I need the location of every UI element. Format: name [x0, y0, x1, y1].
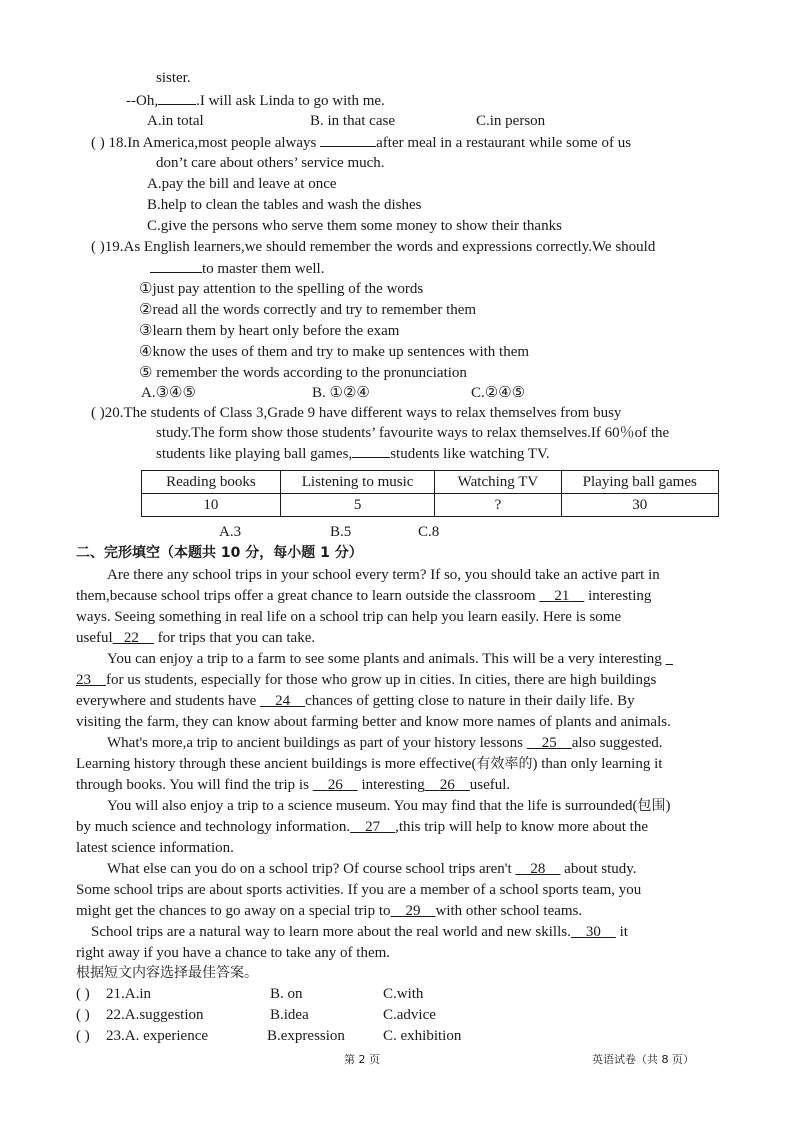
passage-line: [91, 922, 628, 942]
blank-27: [350, 819, 395, 835]
table-header-row: [142, 471, 719, 494]
q20-stem-line-2: study.The form show those students’ favourite ways to relax themselves.If 60％of the: [156, 425, 670, 441]
passage-text: by much science and technology information.: [76, 819, 351, 835]
blank-underline: [666, 651, 674, 667]
q20-stem-line-3: [156, 443, 550, 464]
q19-item-1: ①just pay attention to the spelling of the words: [139, 281, 424, 297]
q19-stem-start: 19.As English learners,we should remember the words and expressions correctly.We should: [104, 239, 656, 255]
passage-line: [107, 733, 663, 753]
q17-stem-continuation: sister.: [156, 70, 191, 86]
blank-26-first: [313, 777, 358, 793]
q19-option-a: A.③④⑤: [141, 385, 196, 401]
passage-text: ): [665, 798, 671, 814]
passage-line: [107, 649, 673, 669]
q19-stem-continuation: [150, 258, 324, 279]
passage-text: might get the chances to go away on a special trip to: [76, 903, 391, 919]
passage-text: for us students, especially for those who grow up in cities. In cities, there are high buildings: [106, 672, 657, 688]
blank-number: 28: [530, 861, 546, 877]
q19-blank: [150, 258, 202, 273]
passage-line: visiting the farm, they can know about farming better and know more names of plants and animals.: [76, 714, 671, 730]
q18-option-c: C.give the persons who serve them some money to show their thanks: [147, 218, 562, 234]
q20-option-a: A.3: [219, 524, 242, 540]
chinese-gloss: 包围: [637, 798, 666, 814]
answer-option-a: 21.A.in: [106, 986, 151, 1002]
q20-option-c: C.8: [418, 524, 440, 540]
table-cell: 5: [280, 494, 435, 517]
blank-25: [527, 735, 572, 751]
blank-23: [76, 672, 106, 688]
page-total: 英语试卷（共 8 页）: [592, 1053, 694, 1066]
passage-line: [76, 754, 662, 774]
answer-21-row: [76, 984, 151, 1004]
q20-blank: [352, 443, 390, 458]
passage-text: for trips that you can take.: [157, 630, 316, 646]
q18-stem-end: after meal in a restaurant while some of us: [376, 135, 632, 151]
blank-number: 21: [554, 588, 570, 604]
table-cell: ?: [435, 494, 561, 517]
passage-line: Some school trips are about sports activities. If you are a member of a school sports team, you: [76, 882, 642, 898]
q17-reply: [126, 90, 385, 111]
blank-number: 27: [365, 819, 381, 835]
q17-blank: [158, 90, 196, 105]
passage-text: What else can you do on a school trip? Of course school trips aren't: [107, 861, 512, 877]
blank-21: [539, 588, 584, 604]
blank-number: 30: [585, 924, 601, 940]
instruction-text: 根据短文内容选择最佳答案。: [76, 965, 258, 981]
passage-line: [107, 859, 637, 879]
passage-line: ways. Seeing something in real life on a school trip can help you learn easily. Here is some: [76, 609, 622, 625]
passage-line: latest science information.: [76, 840, 234, 856]
passage-line: [76, 775, 510, 795]
q19-stem: [91, 237, 655, 257]
answer-23-option-b: B.expression: [267, 1028, 345, 1044]
answer-23-row: [76, 1026, 208, 1046]
q19-item-2: ②read all the words correctly and try to remember them: [139, 302, 477, 318]
passage-line: [76, 628, 315, 648]
passage-text: everywhere and students have: [76, 693, 257, 709]
passage-text: interesting: [588, 588, 652, 604]
answer-23-option-c: C. exhibition: [383, 1028, 462, 1044]
q20-stem-part: students like playing ball games,: [156, 446, 353, 462]
q20-stem-start: 20.The students of Class 3,Grade 9 have different ways to relax themselves from busy: [104, 405, 622, 421]
q18-option-b: B.help to clean the tables and wash the dishes: [147, 197, 422, 213]
passage-text: interesting: [361, 777, 425, 793]
q18-stem-continuation: don’t care about others’ service much.: [156, 155, 385, 171]
blank-number: 29: [405, 903, 421, 919]
q19-item-3: ③learn them by heart only before the exam: [139, 323, 400, 339]
passage-text: ,this trip will help to know more about the: [395, 819, 648, 835]
q17-option-a: A.in total: [147, 113, 204, 129]
answer-22-option-b: B.idea: [270, 1007, 309, 1023]
answer-21-option-b: B. on: [270, 986, 303, 1002]
passage-line: [76, 901, 582, 921]
table-cell: 10: [142, 494, 281, 517]
blank-number: 24: [275, 693, 291, 709]
q19-item-5: ⑤ remember the words according to the pronunciation: [139, 365, 467, 381]
q19-option-c: C.②④⑤: [471, 385, 526, 401]
q18-answer-paren: ( ): [91, 135, 105, 151]
blank-number: 26: [439, 777, 455, 793]
q17-reply-end: .I will ask Linda to go with me.: [196, 93, 385, 109]
q19-answer-paren: ( ): [91, 239, 105, 255]
answer-option-a: 23.A. experience: [106, 1028, 209, 1044]
q20-option-b: B.5: [330, 524, 352, 540]
answer-paren: ( ): [76, 986, 90, 1002]
blank-24: [260, 693, 305, 709]
q19-item-4: ④know the uses of them and try to make up sentences with them: [139, 344, 530, 360]
table-header-cell: Watching TV: [435, 471, 561, 494]
passage-text: about study.: [564, 861, 637, 877]
passage-line: [76, 691, 635, 711]
q20-stem: [91, 403, 621, 423]
blank-number: 25: [541, 735, 557, 751]
answer-22-row: [76, 1005, 204, 1025]
answer-21-option-c: C.with: [383, 986, 424, 1002]
passage-text: with other school teams.: [435, 903, 583, 919]
blank-30: [571, 924, 616, 940]
blank-26-second: [425, 777, 470, 793]
passage-line: [76, 586, 651, 606]
passage-text: them,because school trips offer a great chance to learn outside the classroom: [76, 588, 536, 604]
answer-paren: ( ): [76, 1028, 90, 1044]
passage-text: useful.: [469, 777, 511, 793]
passage-text: useful: [76, 630, 113, 646]
passage-text: You will also enjoy a trip to a science museum. You may find that the life is surrounded(: [107, 798, 638, 814]
passage-text: it: [619, 924, 628, 940]
q20-stem-end: students like watching TV.: [390, 446, 550, 462]
passage-text: ) than only learning it: [532, 756, 663, 772]
table-header-cell: Playing ball games: [561, 471, 719, 494]
blank-number: 26: [327, 777, 343, 793]
blank-number: 23: [76, 672, 91, 688]
q17-reply-start: --Oh,: [126, 93, 159, 109]
blank-28: [515, 861, 560, 877]
q20-data-table: [141, 470, 719, 517]
table-cell: 30: [561, 494, 719, 517]
passage-text: You can enjoy a trip to a farm to see some plants and animals. This will be a very interesting: [107, 651, 662, 667]
passage-line: [76, 817, 648, 837]
passage-text: also suggested.: [571, 735, 663, 751]
q17-option-c: C.in person: [476, 113, 546, 129]
q19-stem-end: to master them well.: [202, 261, 325, 277]
q20-answer-paren: ( ): [91, 405, 105, 421]
q18-blank: [320, 132, 376, 147]
passage-text: School trips are a natural way to learn more about the real world and new skills.: [91, 924, 571, 940]
passage-line: Are there any school trips in your school every term? If so, you should take an active part in: [107, 567, 660, 583]
chinese-gloss: 有效率的: [476, 756, 533, 772]
section-heading: 二、完形填空（本题共 10 分，每小题 1 分）: [76, 545, 363, 561]
q19-option-b: B. ①②④: [312, 385, 370, 401]
table-row: [142, 494, 719, 517]
passage-line: [107, 796, 671, 816]
answer-option-a: 22.A.suggestion: [106, 1007, 204, 1023]
q18-stem-start: 18.In America,most people always: [108, 135, 317, 151]
passage-text: chances of getting close to nature in their daily life. By: [305, 693, 635, 709]
blank-29: [391, 903, 436, 919]
passage-line: right away if you have a chance to take any of them.: [76, 945, 391, 961]
blank-22: [113, 630, 154, 646]
page-number: 第 2 页: [344, 1053, 380, 1066]
blank-number: 22: [123, 630, 139, 646]
q18-stem: [91, 132, 631, 153]
table-header-cell: Listening to music: [280, 471, 435, 494]
q18-option-a: A.pay the bill and leave at once: [147, 176, 337, 192]
answer-paren: ( ): [76, 1007, 90, 1023]
passage-line: [76, 670, 656, 690]
passage-text: Learning history through these ancient buildings is more effective(: [76, 756, 477, 772]
answer-22-option-c: C.advice: [383, 1007, 436, 1023]
passage-text: What's more,a trip to ancient buildings as part of your history lessons: [107, 735, 523, 751]
q17-option-b: B. in that case: [310, 113, 395, 129]
table-header-cell: Reading books: [142, 471, 281, 494]
passage-text: through books. You will find the trip is: [76, 777, 309, 793]
